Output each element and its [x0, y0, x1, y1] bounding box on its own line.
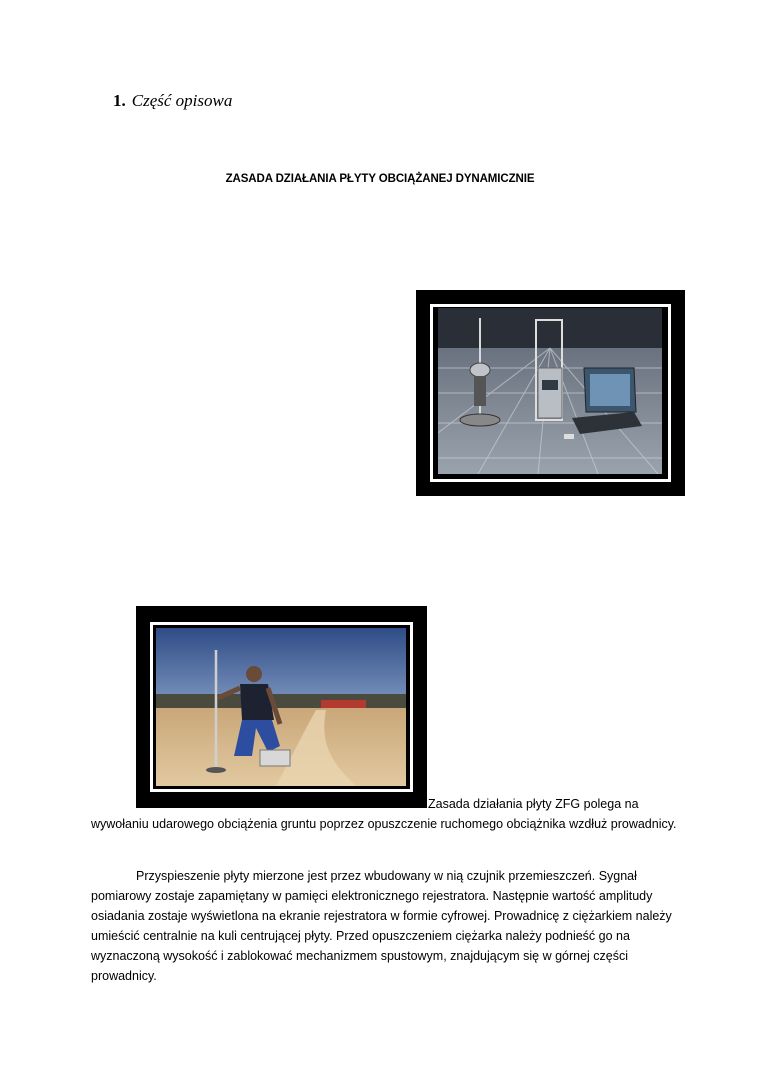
paragraph1-rest: wywołaniu udarowego obciążenia gruntu poprzez opuszczenie ruchomego obciążnika wzdłuż prowadnicy.	[91, 817, 677, 831]
field-scene-illustration	[156, 628, 406, 786]
section-title: Część opisowa	[131, 91, 233, 110]
document-title: ZASADA DZIAŁANIA PŁYTY OBCIĄŻANEJ DYNAMICZNIE	[225, 173, 535, 185]
photo-field-image	[156, 628, 406, 786]
photo-lab-image	[438, 308, 662, 474]
photo-lab-setup	[416, 290, 685, 496]
lab-scene-illustration	[438, 308, 662, 474]
paragraph2: Przyspieszenie płyty mierzone jest przez wbudowany w nią czujnik przemieszczeń. Sygnał pomiarowy zostaje zapamiętany w pamięci elektronicznego rejestratora. Następnie wartość amplitudy osiadania zostaje wyświetlona na ekranie rejestratora w formie cyfrowej. Prowadnicę z ciężarkiem należy umieścić centralnie na kuli centrującej płyty. Przed opuszczeniem ciężarka należy podnieść go na wyznaczoną wysokość i zablokować mechanizmem spustowym, znajdującym się w górnej części prowadnicy.	[91, 869, 672, 983]
photo-field-measurement	[136, 606, 427, 808]
paragraph1-start: Zasada działania płyty ZFG polega na	[428, 797, 639, 811]
section-number: 1.	[113, 91, 126, 110]
section-heading	[113, 90, 232, 112]
